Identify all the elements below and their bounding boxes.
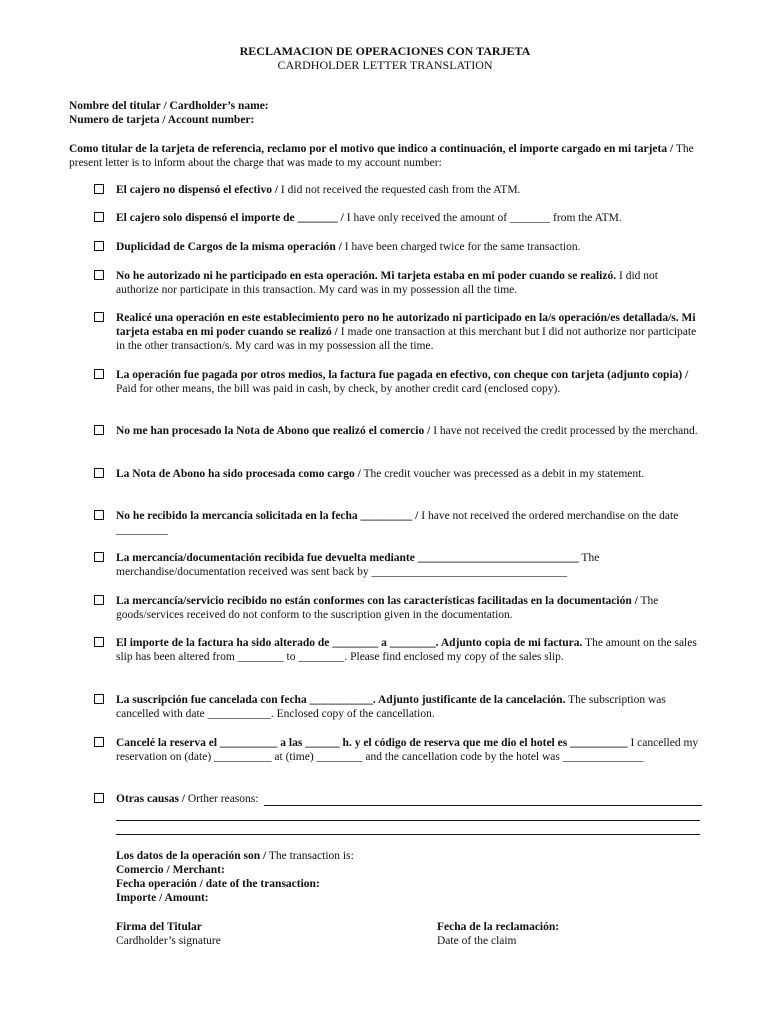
claim-date-label-en: Date of the claim bbox=[437, 935, 517, 947]
checkbox[interactable] bbox=[94, 369, 104, 379]
option-text-en: The subscription was cancelled with date ___________. Enclosed copy of the cancellation. bbox=[116, 694, 666, 720]
amount-field: Importe / Amount: bbox=[116, 892, 209, 904]
checkbox[interactable] bbox=[94, 184, 104, 194]
checkbox[interactable] bbox=[94, 212, 104, 222]
checkbox[interactable] bbox=[94, 468, 104, 478]
document-title: RECLAMACION DE OPERACIONES CON TARJETA bbox=[239, 44, 531, 58]
intro-normal: The present letter is to inform about the charge that was made to my account number: bbox=[69, 143, 694, 169]
claim-option-merchandise-not-received bbox=[94, 509, 702, 537]
claim-option-partial-cash bbox=[94, 211, 702, 225]
cardholder-name-field: Nombre del titular / Cardholder’s name: bbox=[69, 100, 269, 112]
claim-option-other-transactions bbox=[94, 311, 702, 353]
claim-option-credit-as-debit bbox=[94, 467, 702, 481]
option-text-es: La Nota de Abono ha sido procesada como cargo / bbox=[116, 468, 361, 480]
option-text-en: The amount on the sales slip has been altered from ________ to ________. Please find enclosed my copy of the sales slip. bbox=[116, 637, 697, 663]
option-text-es: El cajero no dispensó el efectivo / bbox=[116, 184, 279, 196]
signature-label: Firma del Titular bbox=[116, 921, 202, 933]
option-text-en: Paid for other means, the bill was paid in cash, by check, by another credit card (enclosed copy). bbox=[116, 383, 561, 395]
claim-option-paid-other-means bbox=[94, 368, 702, 396]
signature-label-en: Cardholder’s signature bbox=[116, 935, 221, 947]
transaction-heading-en: The transaction is: bbox=[266, 850, 354, 862]
blank-line[interactable] bbox=[116, 807, 700, 821]
other-reasons-lines bbox=[116, 807, 700, 835]
option-text-en: The merchandise/documentation received was sent back by __________________________________ bbox=[116, 552, 600, 578]
option-text-es: La operación fue pagada por otros medios, la factura fue pagada en efectivo, con cheque con tarjeta (adjunto copia) / bbox=[116, 369, 689, 381]
transaction-details bbox=[116, 849, 354, 905]
option-text-en: The goods/services received do not conform to the suscription given in the documentation. bbox=[116, 595, 659, 621]
claim-date-label: Fecha de la reclamación: bbox=[437, 921, 560, 933]
option-text-es: No he recibido la mercancía solicitada en la fecha _________ / bbox=[116, 510, 419, 522]
option-text-en: I cancelled my reservation on (date) __________ at (time) ________ and the cancellation code by the hotel was ______________ bbox=[116, 737, 699, 763]
checkbox[interactable] bbox=[94, 510, 104, 520]
claim-option-merchandise-returned bbox=[94, 551, 702, 579]
checkbox[interactable] bbox=[94, 241, 104, 251]
claim-option-goods-not-conform bbox=[94, 594, 702, 622]
signature-block bbox=[116, 920, 221, 948]
account-number-field: Numero de tarjeta / Account number: bbox=[69, 114, 255, 126]
checkbox[interactable] bbox=[94, 793, 104, 803]
checkbox[interactable] bbox=[94, 425, 104, 435]
option-text-es: No me han procesado la Nota de Abono que realizó el comercio / bbox=[116, 425, 431, 437]
claim-date-block bbox=[437, 920, 559, 948]
option-text-es: La mercancía/documentación recibida fue devuelta mediante ____________________________ bbox=[116, 552, 579, 564]
option-text-es: Realicé una operación en este establecimiento pero no he autorizado ni participado en la/s operación/es detallada/s. Mi tarjeta estaba en mi poder cuando se realizó / bbox=[116, 312, 696, 338]
option-text-es: La suscripción fue cancelada con fecha ___________. Adjunto justificante de la cancelación. bbox=[116, 694, 566, 706]
option-text-en: I did not authorize nor participate in this transaction. My card was in my possession all the time. bbox=[116, 270, 658, 296]
option-text-es: No he autorizado ni he participado en esta operación. Mi tarjeta estaba en mi poder cuando se realizó. bbox=[116, 270, 617, 282]
option-text-es: El cajero solo dispensó el importe de _______ / bbox=[116, 212, 344, 224]
option-text-es: Otras causas / bbox=[116, 793, 185, 805]
claim-option-amount-altered bbox=[94, 636, 702, 664]
option-text-en: I have been charged twice for the same transaction. bbox=[341, 241, 581, 253]
other-reasons-line[interactable] bbox=[264, 794, 702, 806]
option-text-en: I have not received the credit processed by the merchand. bbox=[430, 425, 698, 437]
option-text-es: La mercancía/servicio recibido no están conformes con las características facilitadas en la documentación / bbox=[116, 595, 638, 607]
option-text-en: I have not received the ordered merchandise on the date _________ bbox=[116, 510, 679, 536]
claim-option-not-authorized bbox=[94, 269, 702, 297]
option-text-en: I did not received the requested cash from the ATM. bbox=[278, 184, 521, 196]
option-text-en: I have only received the amount of _______ from the ATM. bbox=[343, 212, 622, 224]
option-text-es: El importe de la factura ha sido alterado de ________ a ________. Adjunto copia de mi factura. bbox=[116, 637, 583, 649]
transaction-heading: Los datos de la operación son / bbox=[116, 850, 267, 862]
claim-option-other-reasons bbox=[94, 792, 702, 806]
document-subtitle: CARDHOLDER LETTER TRANSLATION bbox=[277, 58, 493, 72]
option-text-es: Cancelé la reserva el __________ a las ______ h. y el código de reserva que me dio el hotel es __________ bbox=[116, 737, 628, 749]
claim-option-duplicate-charge bbox=[94, 240, 702, 254]
option-text-en: I made one transaction at this merchant but I did not authorize nor participate in the other transaction/s. My card was in my possession all the time. bbox=[116, 326, 697, 352]
option-text-en: The credit voucher was precessed as a debit in my statement. bbox=[360, 468, 645, 480]
intro-paragraph bbox=[69, 142, 699, 170]
claim-option-hotel-cancellation bbox=[94, 736, 702, 764]
option-text-en: Orther reasons: bbox=[185, 793, 259, 805]
checkbox[interactable] bbox=[94, 737, 104, 747]
blank-line[interactable] bbox=[116, 821, 700, 835]
checkbox[interactable] bbox=[94, 694, 104, 704]
checkbox[interactable] bbox=[94, 595, 104, 605]
intro-bold: Como titular de la tarjeta de referencia, reclamo por el motivo que indico a continuación, el importe cargado en mi tarjeta / bbox=[69, 143, 674, 155]
claim-option-credit-not-processed bbox=[94, 424, 702, 438]
claim-option-subscription-cancelled bbox=[94, 693, 702, 721]
merchant-field: Comercio / Merchant: bbox=[116, 864, 225, 876]
option-text-es: Duplicidad de Cargos de la misma operación / bbox=[116, 241, 342, 253]
checkbox[interactable] bbox=[94, 270, 104, 280]
claim-option-cash-not-dispensed bbox=[94, 183, 702, 197]
checkbox[interactable] bbox=[94, 312, 104, 322]
checkbox[interactable] bbox=[94, 637, 104, 647]
transaction-date-field: Fecha operación / date of the transaction: bbox=[116, 878, 320, 890]
checkbox[interactable] bbox=[94, 552, 104, 562]
